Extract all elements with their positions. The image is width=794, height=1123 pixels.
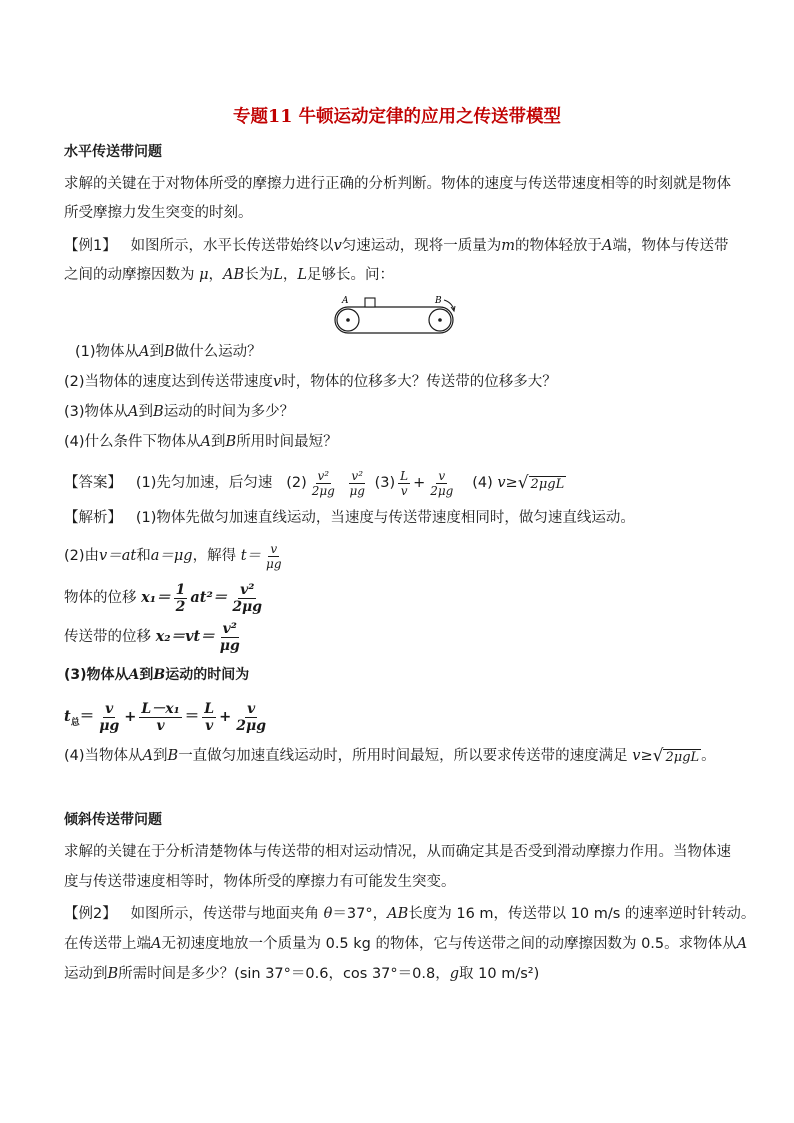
var-theta: θ <box>323 906 333 922</box>
text: ，解得 <box>192 548 237 564</box>
fraction: $\frac{L}{v}$ <box>400 468 409 498</box>
var-v: v <box>273 374 282 390</box>
conveyor-belt-diagram <box>328 292 460 338</box>
text: ， <box>282 267 298 283</box>
text: 所需时间是多少？(sin 37°＝0.6，cos 37°＝0.8， <box>118 966 450 982</box>
var-l: L <box>297 267 307 283</box>
label-b: B <box>435 296 442 306</box>
text: 到 <box>138 404 154 420</box>
paragraph-line: 度与传送带速度相等时，物体所受的摩擦力有可能发生突变。 <box>64 874 456 890</box>
text: 之间的动摩擦因数为 <box>64 267 200 283</box>
fraction: $\frac{\text{L－x₁}}{v}$ <box>141 700 180 734</box>
text: 的物体轻放于 <box>515 238 603 254</box>
var-b: B <box>167 748 179 764</box>
section-heading-horizontal: 水平传送带问题 <box>64 144 162 160</box>
fraction: $\frac{L}{v}$ <box>204 700 215 734</box>
fraction: $\frac{1}{2}$ <box>175 581 186 615</box>
equation: x₁＝ <box>141 589 171 606</box>
text: 。 <box>701 748 716 764</box>
square-root: √ 2μgL <box>517 472 565 493</box>
text: 如图所示，传送带与地面夹角 <box>130 906 320 922</box>
answer-1: (1)先匀加速，后匀速 <box>135 475 273 491</box>
equation: at²＝ <box>190 589 228 606</box>
example-tag: 【例2】 <box>64 906 117 922</box>
label-a: A <box>342 296 349 306</box>
text: 长为 <box>244 267 274 283</box>
condition: v≥ <box>497 475 518 491</box>
text: 到 <box>139 667 154 683</box>
plus-sign: + <box>413 475 426 491</box>
fraction: $\frac{\text{v²}}{\mu g}$ <box>349 468 365 498</box>
text: 到 <box>153 748 168 764</box>
var-a: A <box>151 936 162 952</box>
var-a: A <box>200 434 212 450</box>
text: 传送带的位移 <box>64 629 151 645</box>
answer-tag: 【答案】 <box>64 475 122 491</box>
right-axle-icon <box>438 318 442 322</box>
block-icon <box>365 298 375 307</box>
var-b: B <box>164 344 175 360</box>
var-b: B <box>153 667 166 683</box>
text: (4)当物体从 <box>64 748 143 764</box>
question-1 <box>75 342 262 362</box>
text: 运动到 <box>64 966 108 982</box>
question-3 <box>64 402 294 422</box>
text: 和 <box>136 548 151 564</box>
radical-sign-icon: √ <box>652 745 664 766</box>
text: 匀速运动，现将一质量为 <box>341 238 502 254</box>
var-a: A <box>128 667 140 683</box>
condition: v≥ <box>632 748 653 764</box>
section-heading-inclined: 倾斜传送带问题 <box>64 812 162 828</box>
answer-line <box>64 466 566 500</box>
text: 足够长。问： <box>306 267 394 283</box>
page-title: 专题11 牛顿运动定律的应用之传送带模型 <box>233 107 561 127</box>
text: 运动的时间为多少？ <box>163 404 295 420</box>
example-1-line <box>64 265 394 285</box>
text: 端，物体与传送带 <box>612 238 729 254</box>
text: 无初速度地放一个质量为 0.5 kg 的物体，它与传送带之间的动摩擦因数为 0.5。求物体从 <box>161 936 737 952</box>
text: (1)物体先做匀加速直线运动，当速度与传送带速度相同时，做匀速直线运动。 <box>135 510 635 526</box>
fraction: $\frac{v}{\mu g}$ <box>266 541 282 571</box>
text: 一直做匀加速直线运动时，所用时间最短，所以要求传送带的速度满足 <box>178 748 628 764</box>
radical-sign-icon: √ <box>517 472 529 493</box>
text: 如图所示，水平长传送带始终以 <box>130 238 334 254</box>
fraction: $\frac{\text{v²}}{2\mu g}$ <box>311 468 335 498</box>
text: ＝37°， <box>332 906 388 922</box>
var-t: t <box>64 708 71 725</box>
answer-3-label: (3) <box>374 475 396 491</box>
paragraph-line: 所受摩擦力发生突变的时刻。 <box>64 205 253 221</box>
var-g: g <box>449 966 460 982</box>
equation: t＝ <box>240 548 262 564</box>
equals-sign: ＝ <box>79 709 95 725</box>
var-a: A <box>142 748 154 764</box>
fraction: $\frac{v}{\mu g}$ <box>99 700 120 734</box>
square-root: √ 2μgL <box>652 745 700 766</box>
var-ab: AB <box>387 906 409 922</box>
text: 运动的时间为 <box>165 667 250 683</box>
analysis-line <box>64 697 271 743</box>
analysis-line <box>64 665 249 685</box>
text: 物体的位移 <box>64 590 137 606</box>
text: (2)由 <box>64 548 100 564</box>
text: 到 <box>211 434 226 450</box>
var-b: B <box>225 434 237 450</box>
var-m: m <box>501 238 516 254</box>
answer-4-label: (4) <box>472 475 493 491</box>
paragraph-line: 求解的关键在于对物体所受的摩擦力进行正确的分析判断。物体的速度与传送带速度相等的时刻就是物体 <box>64 176 731 192</box>
paragraph-line: 求解的关键在于分析清楚物体与传送带的相对运动情况，从而确定其是否受到滑动摩擦力作用。当物体速 <box>64 844 731 860</box>
example-2-line <box>64 964 539 984</box>
equation: a＝μg <box>150 548 193 564</box>
question-4 <box>64 432 338 452</box>
text: 取 10 m/s²) <box>459 966 540 982</box>
text: 所用时间最短？ <box>236 434 338 450</box>
fraction: $\frac{v}{2\mu g}$ <box>430 468 454 498</box>
text: 做什么运动？ <box>174 344 262 360</box>
equation: v＝at <box>99 548 137 564</box>
var-mu: μ <box>199 267 209 283</box>
fraction: $\frac{\text{v²}}{\mu g}$ <box>219 620 240 654</box>
subscript: 总 <box>70 717 80 728</box>
fraction: $\frac{\text{v²}}{2\mu g}$ <box>232 581 263 615</box>
text: 在传送带上端 <box>64 936 151 952</box>
text: (4)什么条件下物体从 <box>64 434 201 450</box>
analysis-line <box>64 580 267 616</box>
example-1-line <box>64 236 729 256</box>
var-l: L <box>273 267 283 283</box>
text: ， <box>208 267 224 283</box>
text: 长度为 16 m，传送带以 10 m/s 的速率逆时针转动。 <box>408 906 756 922</box>
text: (3)物体从 <box>64 404 129 420</box>
analysis-tag: 【解析】 <box>64 510 122 526</box>
var-v: v <box>333 238 342 254</box>
example-2-line <box>64 904 755 924</box>
text: (3)物体从 <box>64 667 129 683</box>
var-a: A <box>128 404 139 420</box>
var-b: B <box>107 966 119 982</box>
plus-sign: + <box>124 709 137 725</box>
text: (2)当物体的速度达到传送带速度 <box>64 374 274 390</box>
var-a: A <box>139 344 150 360</box>
analysis-line <box>64 619 245 655</box>
equals-sign: ＝ <box>184 709 200 725</box>
text: (1)物体从 <box>75 344 140 360</box>
text: 时，物体的位移多大？传送带的位移多大？ <box>281 374 557 390</box>
left-axle-icon <box>346 318 350 322</box>
equation: x₂＝vt＝ <box>155 628 215 645</box>
analysis-line <box>64 508 635 528</box>
fraction: $\frac{v}{2\mu g}$ <box>236 700 267 734</box>
example-2-line <box>64 934 747 954</box>
analysis-line <box>64 746 716 766</box>
text: 到 <box>149 344 165 360</box>
var-ab: AB <box>223 267 245 283</box>
question-2 <box>64 372 557 392</box>
plus-sign: + <box>219 709 232 725</box>
analysis-line <box>64 539 287 573</box>
answer-2-label: (2) <box>286 475 307 491</box>
var-a: A <box>602 238 613 254</box>
var-a: A <box>736 936 748 952</box>
var-b: B <box>153 404 164 420</box>
example-tag: 【例1】 <box>64 238 117 254</box>
